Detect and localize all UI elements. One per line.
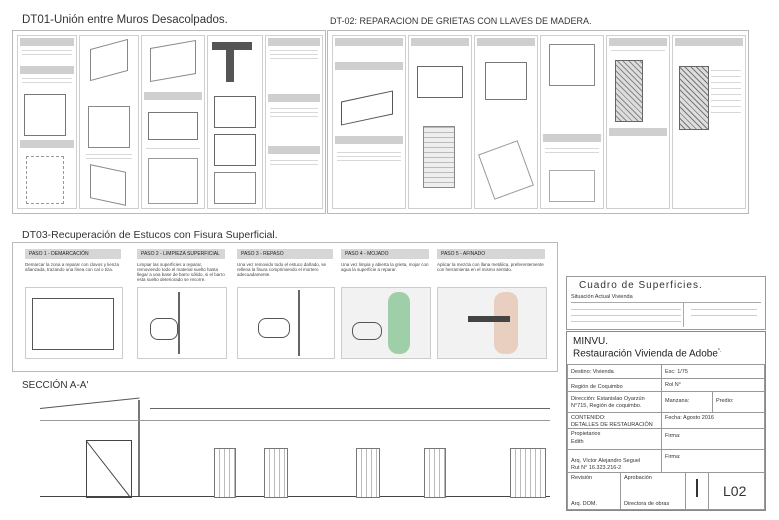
direccion: Dirección: Estanislao Oyarzún N°715, Región de coquimbo. <box>571 396 645 409</box>
detail-sheet <box>207 35 263 209</box>
detail-sheet <box>672 35 746 209</box>
step-5-text: Aplicar la mezcla con llana metálica, preferentemente con herramienta en el mismo sentido. <box>437 262 544 272</box>
signature-mark <box>696 479 698 497</box>
propietarios-label: Propietarios <box>571 431 601 437</box>
cuadro-title: Cuadro de Superficies. <box>579 280 703 291</box>
manzana: Manzana: <box>665 398 690 404</box>
detail-sheet <box>141 35 205 209</box>
dt03-panel <box>12 242 558 372</box>
section-drawing <box>20 400 560 500</box>
rol: Rol N° <box>665 382 681 388</box>
step-5-label: PASO 5 - AFINADO <box>441 251 486 257</box>
firma-propietario: Firma: <box>665 433 681 439</box>
step-4-header <box>341 249 429 259</box>
firma-arquitecto: Firma: <box>665 454 681 460</box>
detail-sheet <box>408 35 472 209</box>
step-4-text: Una vez limpia y abierta la grieta, mojar con agua la superficie a reparar. <box>341 262 429 272</box>
dt03-title: DT03-Recuperación de Estucos con Fisura Superficial. <box>22 229 278 241</box>
project-title-text: Restauración Vivienda de Adobe <box>573 348 718 360</box>
escala: Esc: 1/75 <box>665 369 688 375</box>
cuadro-box <box>566 276 766 330</box>
step-1-label: PASO 1 - DEMARCACIÓN <box>29 251 89 257</box>
step-4-illustration <box>341 287 431 359</box>
detail-sheet <box>79 35 139 209</box>
contenido-label: CONTENIDO: <box>571 415 606 421</box>
cuadro-subtitle: Situación Actual Vivienda <box>571 294 633 300</box>
step-1-text: Demarcar la zona a reparar con clavos y lienza afianzada, trazando una línea con cal o tiza. <box>25 262 120 272</box>
region: Región de Coquimbo <box>571 384 623 390</box>
title-block <box>566 331 766 511</box>
step-2-illustration <box>137 287 227 359</box>
step-5-illustration <box>437 287 547 359</box>
org-name: MINVU. <box>573 336 608 347</box>
destino: Destino: Vivienda <box>571 369 614 375</box>
step-1-illustration <box>25 287 123 359</box>
step-3-header <box>237 249 333 259</box>
detail-sheet <box>606 35 670 209</box>
detail-sheet <box>474 35 538 209</box>
project-title <box>573 348 721 359</box>
section-title: SECCIÓN A-A' <box>22 380 89 391</box>
rut: Rut N° 16.323.216-2 <box>571 465 622 471</box>
detail-sheet <box>265 35 323 209</box>
step-3-text: Una vez removido todo el estuco dañado, se rellena la fisura comprimiendo el mortero adecuadamente. <box>237 262 327 277</box>
dt01-title: DT01-Unión entre Muros Desacolpados. <box>22 14 228 26</box>
project-title-suffix: °. <box>717 348 722 354</box>
step-2-label: PASO 2 - LIMPIEZA SUPERFICIAL <box>141 251 220 257</box>
dt02-panel <box>327 30 749 214</box>
dt02-title: DT-02: REPARACION DE GRIETAS CON LLAVES DE MADERA. <box>330 16 592 26</box>
revisor: Arq. DOM. <box>571 501 597 507</box>
detail-sheet <box>540 35 604 209</box>
step-5-header <box>437 249 545 259</box>
revision-label: Revisión <box>571 475 593 481</box>
aprobacion-label: Aprobación <box>624 475 652 481</box>
detail-sheet <box>17 35 77 209</box>
step-2-text: Limpiar las superficies a reparar, removiendo todo el material suelto hasta llegar a una base de barro sólido, si el barro esta suelto deteriorado se recorre. <box>137 262 225 282</box>
step-4-label: PASO 4 - MOJADO <box>345 251 389 257</box>
predio: Predio: <box>716 398 734 404</box>
arquitecto: Arq. Víctor Alejandro Seguel <box>571 458 641 464</box>
step-1-header <box>25 249 121 259</box>
step-3-label: PASO 3 - REPASO <box>241 251 284 257</box>
propietarios-value: Edith <box>571 439 584 445</box>
detail-sheet <box>332 35 406 209</box>
lamina-number: L02 <box>723 483 747 499</box>
contenido-value: DETALLES DE RESTAURACIÓN <box>571 422 653 428</box>
step-2-header <box>137 249 225 259</box>
dt01-panel <box>12 30 326 214</box>
step-3-illustration <box>237 287 335 359</box>
fecha: Fecha: Agosto 2016 <box>665 415 714 421</box>
director: Directora de obras <box>624 501 670 507</box>
